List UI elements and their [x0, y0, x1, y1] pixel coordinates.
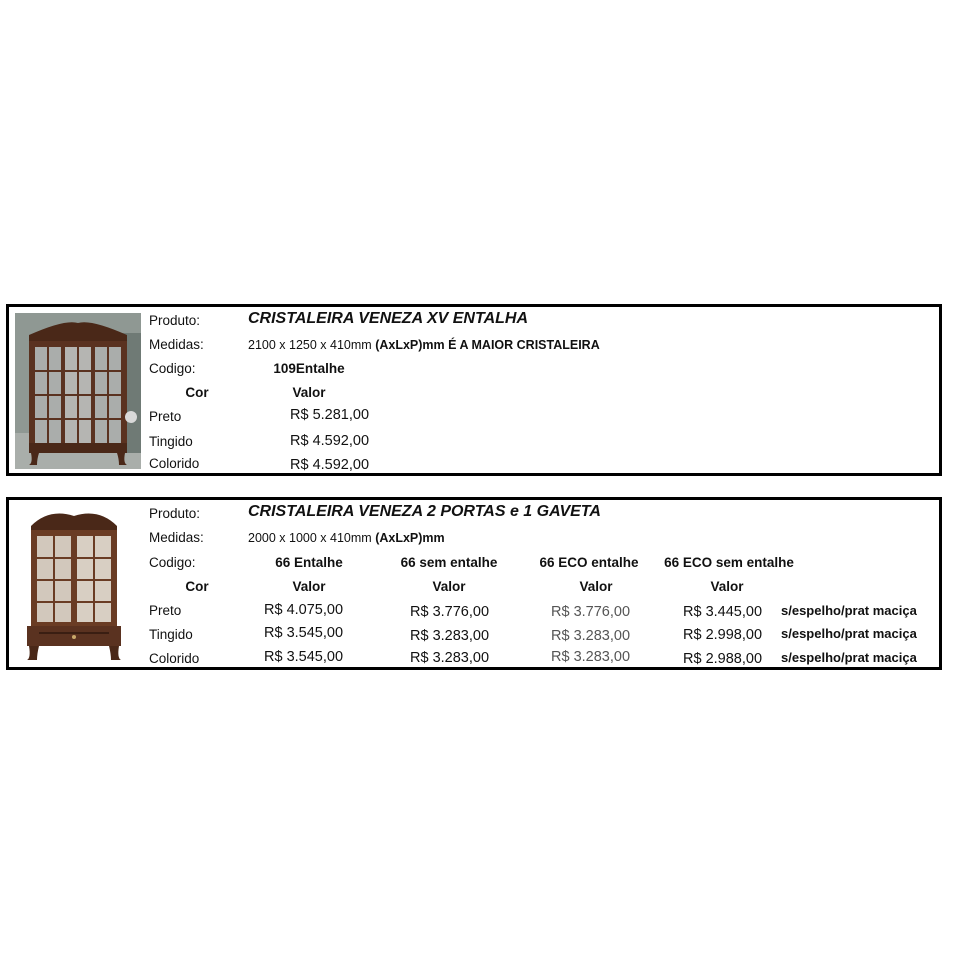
price-tingido-66-sem-entalhe: R$ 3.283,00 [410, 628, 490, 644]
cor-tingido: Tingido [149, 434, 193, 449]
price-preto-66-eco-entalhe: R$ 3.776,00 [551, 604, 631, 620]
valor-header: Valor [579, 579, 613, 594]
product-title: CRISTALEIRA VENEZA XV ENTALHA [248, 310, 529, 327]
price-preto: R$ 5.281,00 [290, 407, 370, 423]
valor-header: Valor [710, 579, 744, 594]
codigo-value: 109Entalhe [273, 361, 345, 376]
price-tingido-66-eco-sem-entalhe: R$ 2.998,00 [683, 627, 763, 643]
price-tingido: R$ 4.592,00 [290, 433, 370, 449]
price-colorido-66-eco-entalhe: R$ 3.283,00 [551, 649, 631, 665]
nota-tingido: s/espelho/prat maciça [781, 626, 917, 641]
medidas-label: Medidas: [149, 530, 204, 545]
medidas-suffix: (AxLxP)mm É A MAIOR CRISTALEIRA [375, 338, 600, 352]
price-colorido-66-eco-sem-entalhe: R$ 2.988,00 [683, 651, 763, 667]
codigo-66-eco-sem-entalhe: 66 ECO sem entalhe [664, 555, 794, 570]
codigo-66-sem-entalhe: 66 sem entalhe [400, 555, 498, 570]
cor-header: Cor [185, 579, 209, 594]
produto-label: Produto: [149, 313, 201, 328]
price-colorido-66-sem-entalhe: R$ 3.283,00 [410, 650, 490, 666]
medidas-value [248, 530, 445, 546]
medidas-label: Medidas: [149, 337, 204, 352]
price-preto-66-sem-entalhe: R$ 3.776,00 [410, 604, 490, 620]
cabinet-photo-icon [15, 313, 141, 469]
product-title: CRISTALEIRA VENEZA 2 PORTAS e 1 GAVETA [248, 503, 601, 520]
valor-header: Valor [432, 579, 466, 594]
cabinet-photo-icon [19, 506, 129, 662]
codigo-label: Codigo: [149, 555, 196, 570]
codigo-66-entalhe: 66 Entalhe [275, 555, 343, 570]
codigo-label: Codigo: [149, 361, 196, 376]
price-tingido-66-eco-entalhe: R$ 3.283,00 [551, 628, 631, 644]
cor-tingido: Tingido [149, 627, 193, 642]
medidas-suffix: (AxLxP)mm [375, 531, 445, 545]
product-card-2 [6, 497, 942, 670]
nota-colorido: s/espelho/prat maciça [781, 650, 917, 665]
price-preto-66-eco-sem-entalhe: R$ 3.445,00 [683, 604, 763, 620]
price-preto-66-entalhe: R$ 4.075,00 [264, 602, 344, 618]
price-tingido-66-entalhe: R$ 3.545,00 [264, 625, 344, 641]
product-card-1 [6, 304, 942, 476]
valor-header: Valor [292, 579, 326, 594]
cor-preto: Preto [149, 409, 182, 424]
medidas-value [248, 337, 600, 353]
medidas-dimensions: 2000 x 1000 x 410mm [248, 531, 372, 545]
cor-header: Cor [185, 385, 209, 400]
valor-header: Valor [292, 385, 326, 400]
codigo-66-eco-entalhe: 66 ECO entalhe [539, 555, 639, 570]
nota-preto: s/espelho/prat maciça [781, 603, 917, 618]
medidas-dimensions: 2100 x 1250 x 410mm [248, 338, 372, 352]
produto-label: Produto: [149, 506, 201, 521]
cor-preto: Preto [149, 603, 182, 618]
price-colorido-66-entalhe: R$ 3.545,00 [264, 649, 344, 665]
cor-colorido: Colorido [149, 456, 200, 471]
price-colorido: R$ 4.592,00 [290, 457, 370, 473]
cor-colorido: Colorido [149, 651, 200, 666]
